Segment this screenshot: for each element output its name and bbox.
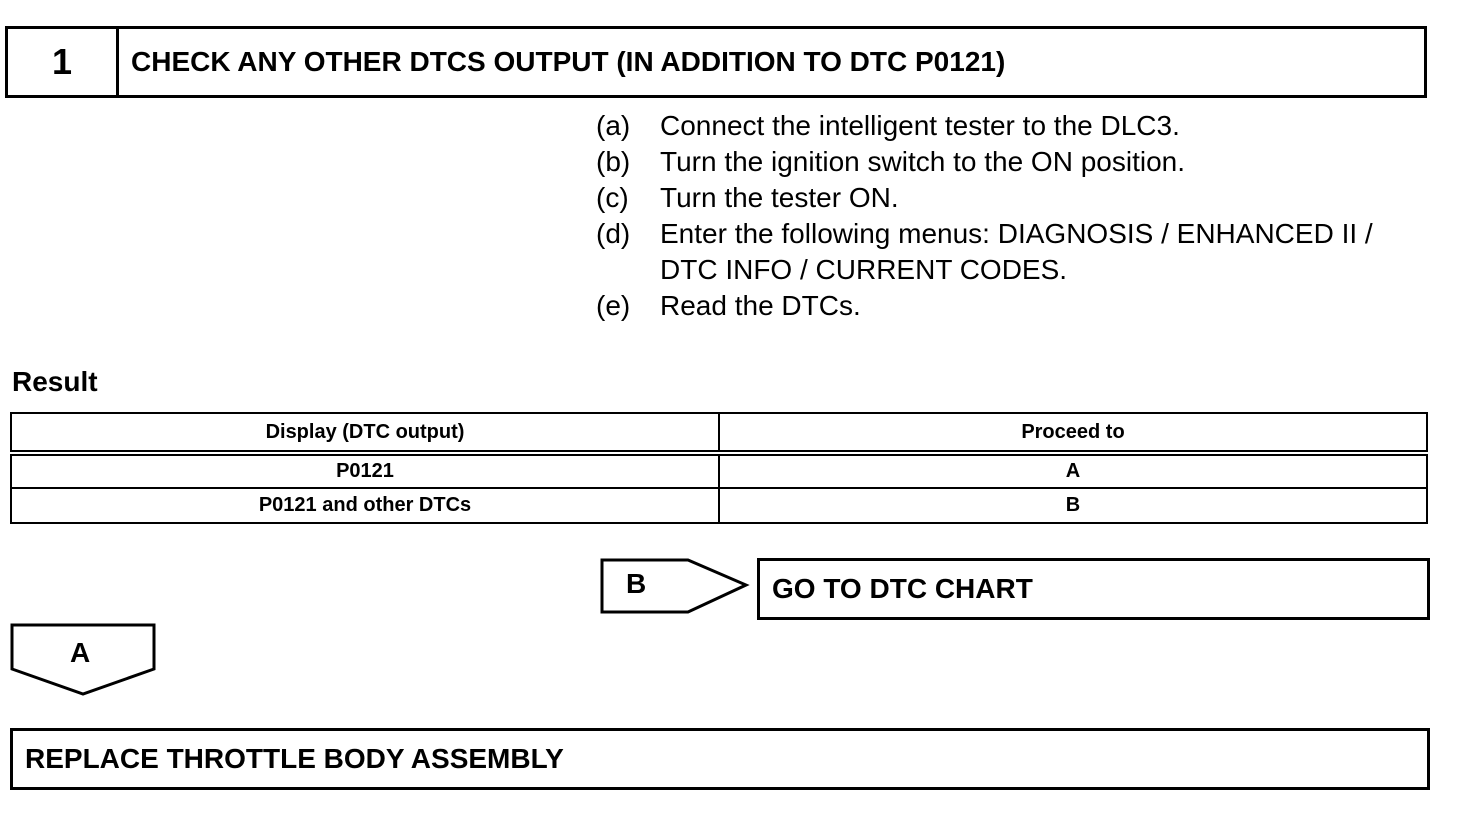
step-title: CHECK ANY OTHER DTCS OUTPUT (IN ADDITION TO DTC P0121) [131,46,1006,77]
instruction-item [596,108,1426,144]
branch-a-action: REPLACE THROTTLE BODY ASSEMBLY [10,728,1430,790]
instruction-item [596,216,1426,288]
table-cell-proceed: B [719,488,1427,523]
result-heading: Result [12,366,98,397]
instruction-text: Enter the following menus: DIAGNOSIS / ENHANCED II / DTC INFO / CURRENT CODES. [660,218,1373,285]
step-number: 1 [8,29,119,95]
branch-b-action: GO TO DTC CHART [757,558,1430,620]
branch-a-label: A [70,637,91,668]
instruction-item [596,144,1426,180]
branch-b-arrow [600,558,750,616]
instruction-letter: (b) [596,146,631,177]
table-cell-display: P0121 [11,453,719,488]
table-header-row [11,413,1427,453]
step-header [5,26,1427,98]
column-header-proceed: Proceed to [719,413,1427,453]
instruction-letter: (a) [596,110,631,141]
column-header-display: Display (DTC output) [11,413,719,453]
instruction-text: Turn the ignition switch to the ON position. [660,146,1185,177]
table-row [11,453,1427,488]
branch-a-arrow [10,623,158,697]
instruction-item [596,180,1426,216]
result-table [10,412,1428,524]
table-cell-proceed: A [719,453,1427,488]
instruction-letter: (d) [596,218,631,249]
instruction-text: Connect the intelligent tester to the DLC3. [660,110,1180,141]
instruction-text: Turn the tester ON. [660,182,899,213]
branch-b-label: B [626,568,647,599]
instruction-list [596,108,1426,324]
instruction-letter: (e) [596,290,631,321]
instruction-letter: (c) [596,182,629,213]
table-cell-display: P0121 and other DTCs [11,488,719,523]
instruction-item [596,288,1426,324]
table-row [11,488,1427,523]
right-arrow-icon [600,558,750,616]
instruction-text: Read the DTCs. [660,290,861,321]
